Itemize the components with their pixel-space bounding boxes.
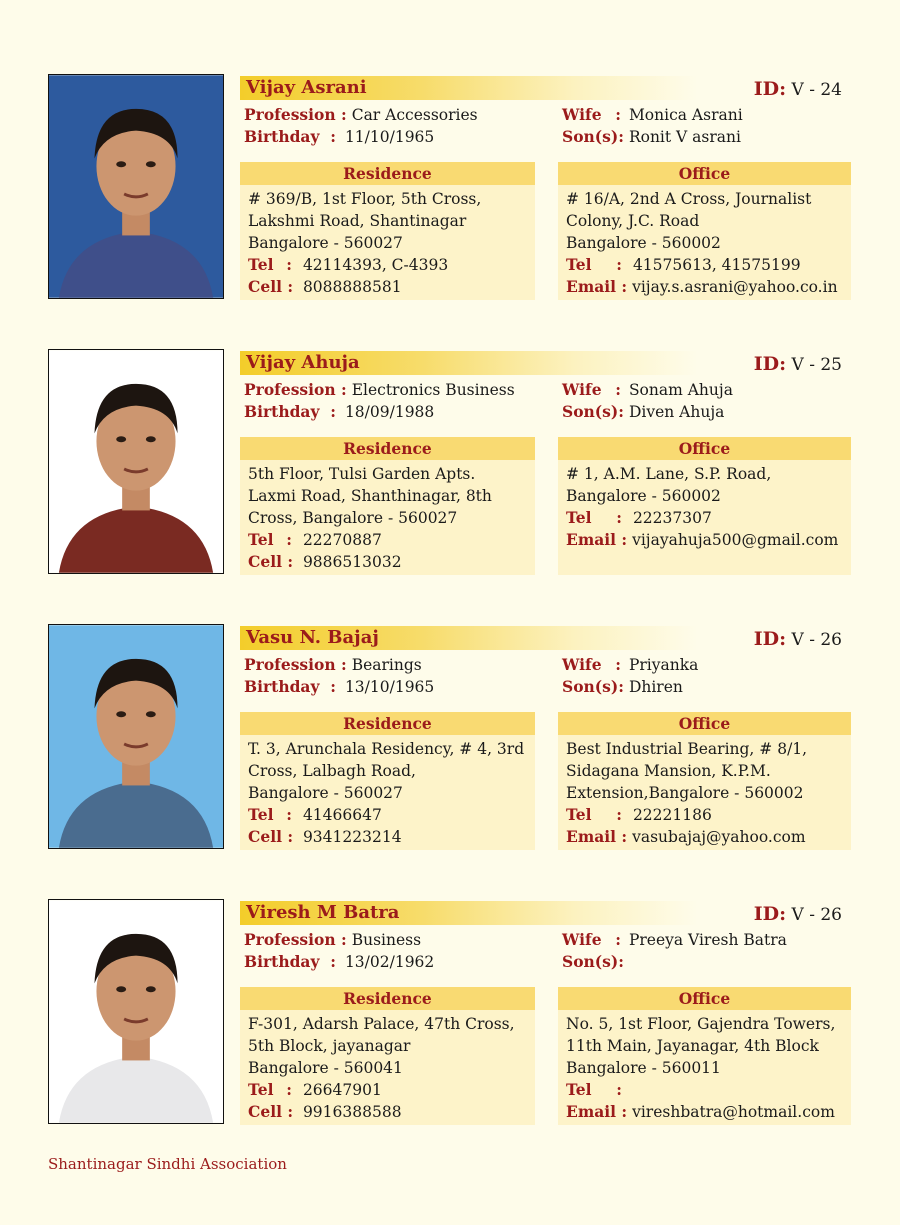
personal-info-right: [562, 929, 787, 973]
office-email: vasubajaj@yahoo.com: [632, 828, 806, 846]
footer-association: Shantinagar Sindhi Association: [48, 1155, 287, 1173]
sons-label: Son(s):: [562, 127, 624, 146]
wife-label: Wife :: [562, 930, 621, 949]
member-photo: [48, 74, 224, 299]
sons-label: Son(s):: [562, 402, 624, 421]
residence-line: Cross, Lalbagh Road,: [248, 762, 416, 780]
residence-line: 5th Floor, Tulsi Garden Apts.: [248, 465, 476, 483]
office-email: vijayahuja500@gmail.com: [632, 531, 839, 549]
profession-row: [244, 929, 434, 951]
id-value: V - 26: [791, 905, 842, 925]
residence-line: # 369/B, 1st Floor, 5th Cross,: [248, 190, 482, 208]
member-photo: [48, 899, 224, 1124]
office-panel: [558, 437, 851, 575]
office-panel: [558, 712, 851, 850]
sons-row: [562, 951, 787, 973]
profession-label: Profession :: [244, 930, 347, 949]
residence-cell: 8088888581: [302, 278, 402, 296]
residence-tel-row: [248, 804, 527, 826]
wife-value: Sonam Ahuja: [628, 381, 733, 399]
residence-tel: 42114393, C-4393: [302, 256, 449, 274]
residence-panel: [240, 987, 535, 1125]
residence-body: [240, 460, 535, 573]
residence-panel: [240, 162, 535, 300]
residence-body: [240, 185, 535, 298]
sons-label: Son(s):: [562, 677, 624, 696]
residence-header: Residence: [240, 987, 535, 1010]
member-id: [754, 78, 842, 100]
residence-panel: [240, 437, 535, 575]
name-bar: [240, 76, 850, 100]
office-line: # 16/A, 2nd A Cross, Journalist: [566, 190, 812, 208]
member-photo: [48, 349, 224, 574]
tel-label: Tel :: [248, 530, 292, 549]
wife-row: [562, 379, 733, 401]
cell-label: Cell :: [248, 552, 294, 571]
office-header: Office: [558, 162, 851, 185]
office-line: Best Industrial Bearing, # 8/1,: [566, 740, 808, 758]
residence-cell-row: [248, 551, 527, 573]
residence-line: Cross, Bangalore - 560027: [248, 509, 458, 527]
member-entry: [48, 624, 852, 852]
member-photo: [48, 624, 224, 849]
wife-label: Wife :: [562, 105, 621, 124]
residence-cell: 9341223214: [302, 828, 402, 846]
profession-value: Car Accessories: [351, 106, 478, 124]
residence-line: Bangalore - 560041: [248, 1059, 403, 1077]
office-body: [558, 1010, 851, 1123]
office-line: Bangalore - 560002: [566, 487, 721, 505]
residence-cell: 9916388588: [302, 1103, 402, 1121]
office-panel: [558, 987, 851, 1125]
office-email-row: [566, 276, 843, 298]
residence-cell-row: [248, 276, 527, 298]
office-line: Sidagana Mansion, K.P.M.: [566, 762, 771, 780]
tel-label: Tel :: [566, 1080, 622, 1099]
office-line: # 1, A.M. Lane, S.P. Road,: [566, 465, 772, 483]
email-label: Email :: [566, 827, 628, 846]
email-label: Email :: [566, 277, 628, 296]
office-line: Extension,Bangalore - 560002: [566, 784, 804, 802]
id-value: V - 26: [791, 630, 842, 650]
wife-value: Preeya Viresh Batra: [628, 931, 787, 949]
residence-cell-row: [248, 1101, 527, 1123]
tel-label: Tel :: [248, 1080, 292, 1099]
sons-row: [562, 401, 733, 423]
tel-label: Tel :: [248, 255, 292, 274]
member-name: Vijay Ahuja: [246, 352, 360, 373]
tel-label: Tel :: [248, 805, 292, 824]
email-label: Email :: [566, 530, 628, 549]
birthday-row: [244, 401, 515, 423]
sons-row: [562, 676, 698, 698]
residence-line: Lakshmi Road, Shantinagar: [248, 212, 467, 230]
sons-label: Son(s):: [562, 952, 624, 971]
wife-row: [562, 104, 743, 126]
cell-label: Cell :: [248, 277, 294, 296]
birthday-label: Birthday :: [244, 952, 336, 971]
birthday-label: Birthday :: [244, 677, 336, 696]
personal-info-right: [562, 104, 743, 148]
office-tel: 41575613, 41575199: [632, 256, 801, 274]
name-bar: [240, 626, 850, 650]
office-email: vijay.s.asrani@yahoo.co.in: [632, 278, 838, 296]
name-bar: [240, 901, 850, 925]
office-panel: [558, 162, 851, 300]
sons-value: Ronit V asrani: [628, 128, 741, 146]
profession-label: Profession :: [244, 655, 347, 674]
personal-info-left: [244, 929, 434, 973]
birthday-label: Birthday :: [244, 402, 336, 421]
id-value: V - 24: [791, 80, 842, 100]
personal-info-left: [244, 379, 515, 423]
sons-value: Diven Ahuja: [628, 403, 725, 421]
profession-row: [244, 379, 515, 401]
residence-panel: [240, 712, 535, 850]
cell-label: Cell :: [248, 1102, 294, 1121]
residence-line: Bangalore - 560027: [248, 234, 403, 252]
profession-row: [244, 654, 434, 676]
residence-body: [240, 1010, 535, 1123]
id-label: ID:: [753, 353, 787, 375]
office-tel-row: [566, 1079, 843, 1101]
member-name: Vijay Asrani: [246, 77, 367, 98]
profession-label: Profession :: [244, 380, 347, 399]
sons-value: Dhiren: [628, 678, 683, 696]
id-value: V - 25: [791, 355, 842, 375]
tel-label: Tel :: [566, 508, 622, 527]
wife-label: Wife :: [562, 380, 621, 399]
residence-line: T. 3, Arunchala Residency, # 4, 3rd: [248, 740, 525, 758]
residence-cell: 9886513032: [302, 553, 402, 571]
name-bar: [240, 351, 850, 375]
member-entry: [48, 74, 852, 302]
residence-line: Bangalore - 560027: [248, 784, 403, 802]
tel-label: Tel :: [566, 805, 622, 824]
residence-header: Residence: [240, 162, 535, 185]
office-line: 11th Main, Jayanagar, 4th Block: [566, 1037, 819, 1055]
birthday-row: [244, 126, 478, 148]
office-email-row: [566, 1101, 843, 1123]
residence-header: Residence: [240, 437, 535, 460]
office-body: [558, 735, 851, 848]
birthday-value: 11/10/1965: [344, 128, 435, 146]
tel-label: Tel :: [566, 255, 622, 274]
id-label: ID:: [753, 78, 787, 100]
residence-line: Laxmi Road, Shanthinagar, 8th: [248, 487, 492, 505]
birthday-row: [244, 951, 434, 973]
profession-row: [244, 104, 478, 126]
office-line: Bangalore - 560011: [566, 1059, 721, 1077]
id-label: ID:: [753, 628, 787, 650]
office-header: Office: [558, 712, 851, 735]
profession-label: Profession :: [244, 105, 347, 124]
personal-info-left: [244, 654, 434, 698]
personal-info-left: [244, 104, 478, 148]
office-body: [558, 185, 851, 298]
birthday-value: 18/09/1988: [344, 403, 435, 421]
office-tel: 22221186: [632, 806, 712, 824]
residence-tel-row: [248, 254, 527, 276]
member-id: [754, 353, 842, 375]
office-tel: 22237307: [632, 509, 712, 527]
residence-tel-row: [248, 529, 527, 551]
member-entry: [48, 899, 852, 1127]
personal-info-right: [562, 654, 698, 698]
office-tel-row: [566, 254, 843, 276]
residence-line: F-301, Adarsh Palace, 47th Cross,: [248, 1015, 515, 1033]
email-label: Email :: [566, 1102, 628, 1121]
wife-row: [562, 654, 698, 676]
birthday-row: [244, 676, 434, 698]
id-label: ID:: [753, 903, 787, 925]
residence-line: 5th Block, jayanagar: [248, 1037, 411, 1055]
birthday-label: Birthday :: [244, 127, 336, 146]
wife-value: Monica Asrani: [628, 106, 743, 124]
office-header: Office: [558, 437, 851, 460]
office-email-row: [566, 826, 843, 848]
member-id: [754, 628, 842, 650]
residence-tel: 26647901: [302, 1081, 382, 1099]
sons-row: [562, 126, 743, 148]
residence-tel: 41466647: [302, 806, 382, 824]
personal-info-right: [562, 379, 733, 423]
profession-value: Business: [351, 931, 422, 949]
birthday-value: 13/10/1965: [344, 678, 435, 696]
profession-value: Electronics Business: [351, 381, 515, 399]
member-name: Vasu N. Bajaj: [246, 627, 379, 648]
office-email: vireshbatra@hotmail.com: [632, 1103, 835, 1121]
member-name: Viresh M Batra: [246, 902, 400, 923]
office-email-row: [566, 529, 843, 551]
profession-value: Bearings: [351, 656, 422, 674]
wife-label: Wife :: [562, 655, 621, 674]
wife-value: Priyanka: [628, 656, 699, 674]
office-line: No. 5, 1st Floor, Gajendra Towers,: [566, 1015, 836, 1033]
residence-body: [240, 735, 535, 848]
residence-tel: 22270887: [302, 531, 382, 549]
office-body: [558, 460, 851, 551]
office-tel-row: [566, 804, 843, 826]
office-header: Office: [558, 987, 851, 1010]
member-entry: [48, 349, 852, 577]
office-line: Colony, J.C. Road: [566, 212, 700, 230]
wife-row: [562, 929, 787, 951]
birthday-value: 13/02/1962: [344, 953, 435, 971]
office-tel-row: [566, 507, 843, 529]
residence-tel-row: [248, 1079, 527, 1101]
residence-cell-row: [248, 826, 527, 848]
cell-label: Cell :: [248, 827, 294, 846]
member-id: [754, 903, 842, 925]
office-line: Bangalore - 560002: [566, 234, 721, 252]
residence-header: Residence: [240, 712, 535, 735]
